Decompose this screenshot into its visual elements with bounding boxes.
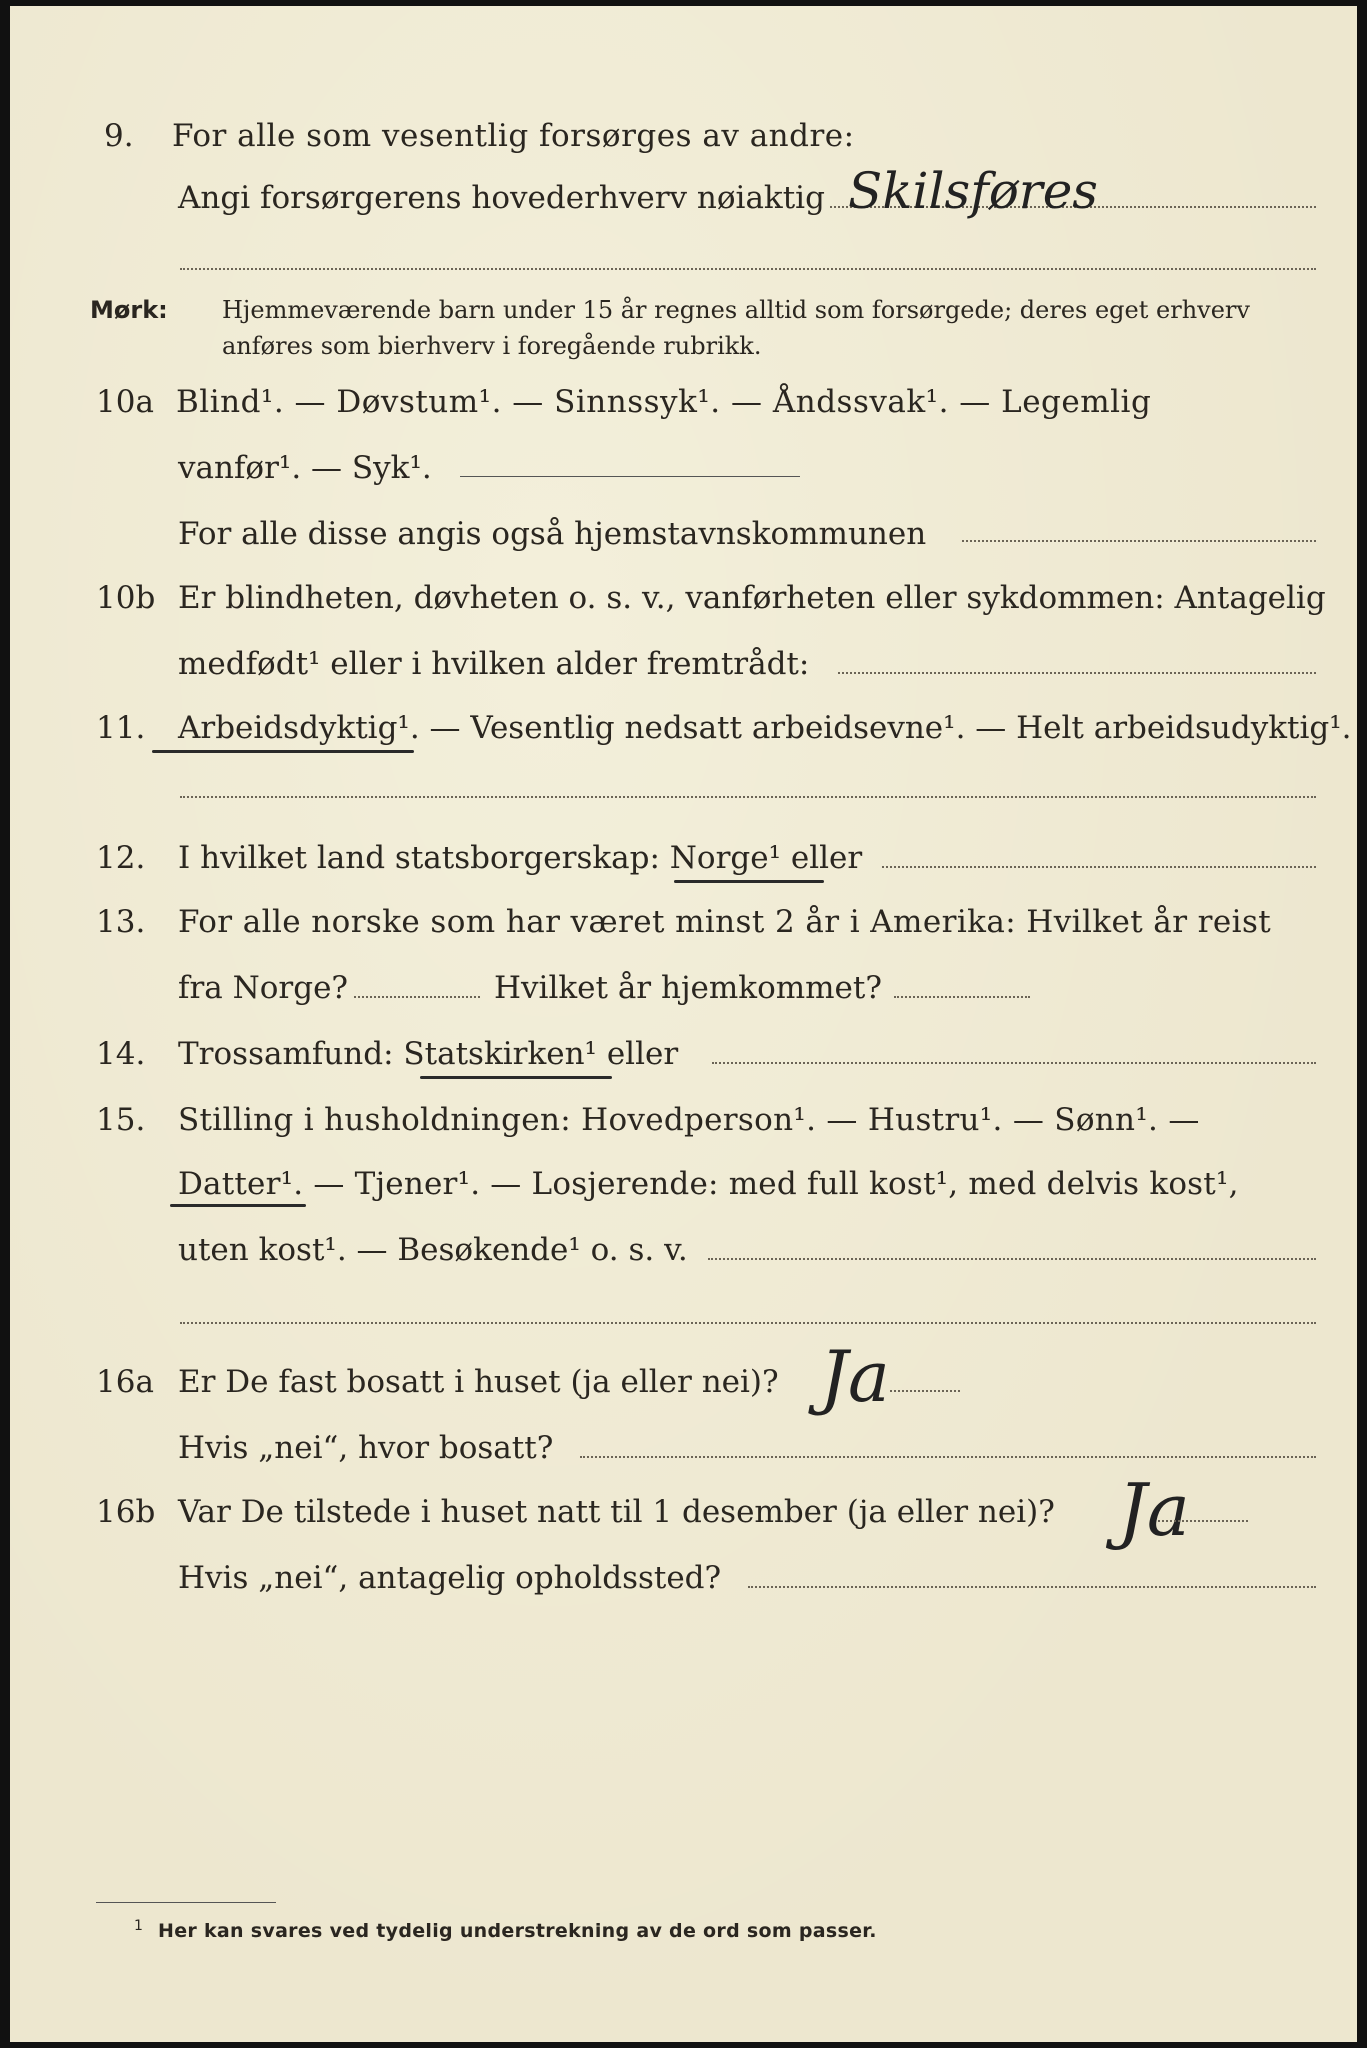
q13-text1: For alle norske som har været minst 2 år i Amerika: Hvilket år reist xyxy=(178,904,1272,940)
q16a-handwritten-answer: Ja xyxy=(820,1336,890,1418)
q16a-answer-field[interactable] xyxy=(890,1390,960,1392)
q16a-residence-field[interactable] xyxy=(580,1456,1316,1458)
q9-number: 9. xyxy=(104,118,134,154)
q16a-text2: Hvis „nei“, hvor bosatt? xyxy=(178,1430,554,1466)
q15-number: 15. xyxy=(96,1102,146,1138)
q15-text2: Datter¹. — Tjener¹. — Losjerende: med full kost¹, med delvis kost¹, xyxy=(178,1166,1239,1202)
footnote-divider xyxy=(96,1902,276,1903)
q11-text1: Arbeidsdyktig¹. — Vesentlig nedsatt arbeidsevne¹. — Helt arbeidsudyktig¹. xyxy=(178,710,1352,746)
q12-number: 12. xyxy=(96,840,146,876)
q10a-text2: vanfør¹. — Syk¹. xyxy=(178,450,432,486)
footnote-mark: 1 xyxy=(134,1918,143,1934)
q9-text2: Angi forsørgerens hovederhverv nøiaktig xyxy=(178,180,825,216)
q13-year-left-field[interactable] xyxy=(354,996,480,998)
q13-text2b: Hvilket år hjemkommet? xyxy=(494,970,882,1006)
q16a-text1: Er De fast bosatt i huset (ja eller nei)? xyxy=(178,1364,779,1400)
q15-text3: uten kost¹. — Besøkende¹ o. s. v. xyxy=(178,1232,688,1268)
q10a-answer-field[interactable] xyxy=(460,476,800,477)
q9-extra-field[interactable] xyxy=(180,268,1316,270)
q14-selected-underline xyxy=(420,1076,612,1079)
q12-answer-field[interactable] xyxy=(882,866,1316,868)
q16b-location-field[interactable] xyxy=(748,1586,1316,1588)
q10a-municipality-field[interactable] xyxy=(962,540,1316,542)
q14-number: 14. xyxy=(96,1036,146,1072)
q13-number: 13. xyxy=(96,904,146,940)
q9-handwritten-answer: Skilsføres xyxy=(848,162,1098,220)
q16b-answer-field[interactable] xyxy=(1158,1520,1248,1522)
q15-selected-underline xyxy=(170,1204,306,1207)
q16b-handwritten-answer: Ja xyxy=(1118,1468,1190,1552)
census-form-page xyxy=(10,6,1357,2042)
q13-text2a: fra Norge? xyxy=(178,970,349,1006)
q10a-text1: Blind¹. — Døvstum¹. — Sinnssyk¹. — Åndssvak¹. — Legemlig xyxy=(176,384,1152,420)
q10b-text1: Er blindheten, døvheten o. s. v., vanførheten eller sykdommen: Antagelig xyxy=(178,580,1326,616)
q10a-text3: For alle disse angis også hjemstavnskommunen xyxy=(178,516,927,552)
footnote-text: Her kan svares ved tydelig understrekning av de ord som passer. xyxy=(158,1920,877,1942)
q12-selected-underline xyxy=(674,880,824,883)
mark-label: Mørk: xyxy=(90,296,168,324)
q16b-number: 16b xyxy=(96,1494,156,1530)
q14-answer-field[interactable] xyxy=(712,1062,1316,1064)
q11-number: 11. xyxy=(96,710,146,746)
q16a-number: 16a xyxy=(96,1364,154,1400)
mark-text2: anføres som bierhverv i foregående rubrikk. xyxy=(222,332,762,360)
q11-extra-field[interactable] xyxy=(180,796,1316,798)
q13-year-returned-field[interactable] xyxy=(894,996,1030,998)
mark-text1: Hjemmeværende barn under 15 år regnes alltid som forsørgede; deres eget erhverv xyxy=(222,296,1250,324)
q15-text1: Stilling i husholdningen: Hovedperson¹. — Hustru¹. — Sønn¹. — xyxy=(178,1102,1200,1138)
q16b-text2: Hvis „nei“, antagelig opholdssted? xyxy=(178,1560,722,1596)
q10b-number: 10b xyxy=(96,580,156,616)
q10b-answer-field[interactable] xyxy=(838,672,1316,674)
q16b-text1: Var De tilstede i huset natt til 1 desember (ja eller nei)? xyxy=(178,1494,1055,1530)
q10b-text2: medfødt¹ eller i hvilken alder fremtrådt: xyxy=(178,646,810,682)
q15-answer-field[interactable] xyxy=(708,1258,1316,1260)
q10a-number: 10a xyxy=(96,384,154,420)
q14-text1: Trossamfund: Statskirken¹ eller xyxy=(178,1036,679,1072)
q15-extra-field[interactable] xyxy=(180,1322,1316,1324)
q9-text1: For alle som vesentlig forsørges av andre: xyxy=(172,118,855,154)
q11-selected-underline xyxy=(152,750,414,753)
q12-text1: I hvilket land statsborgerskap: Norge¹ eller xyxy=(178,840,863,876)
